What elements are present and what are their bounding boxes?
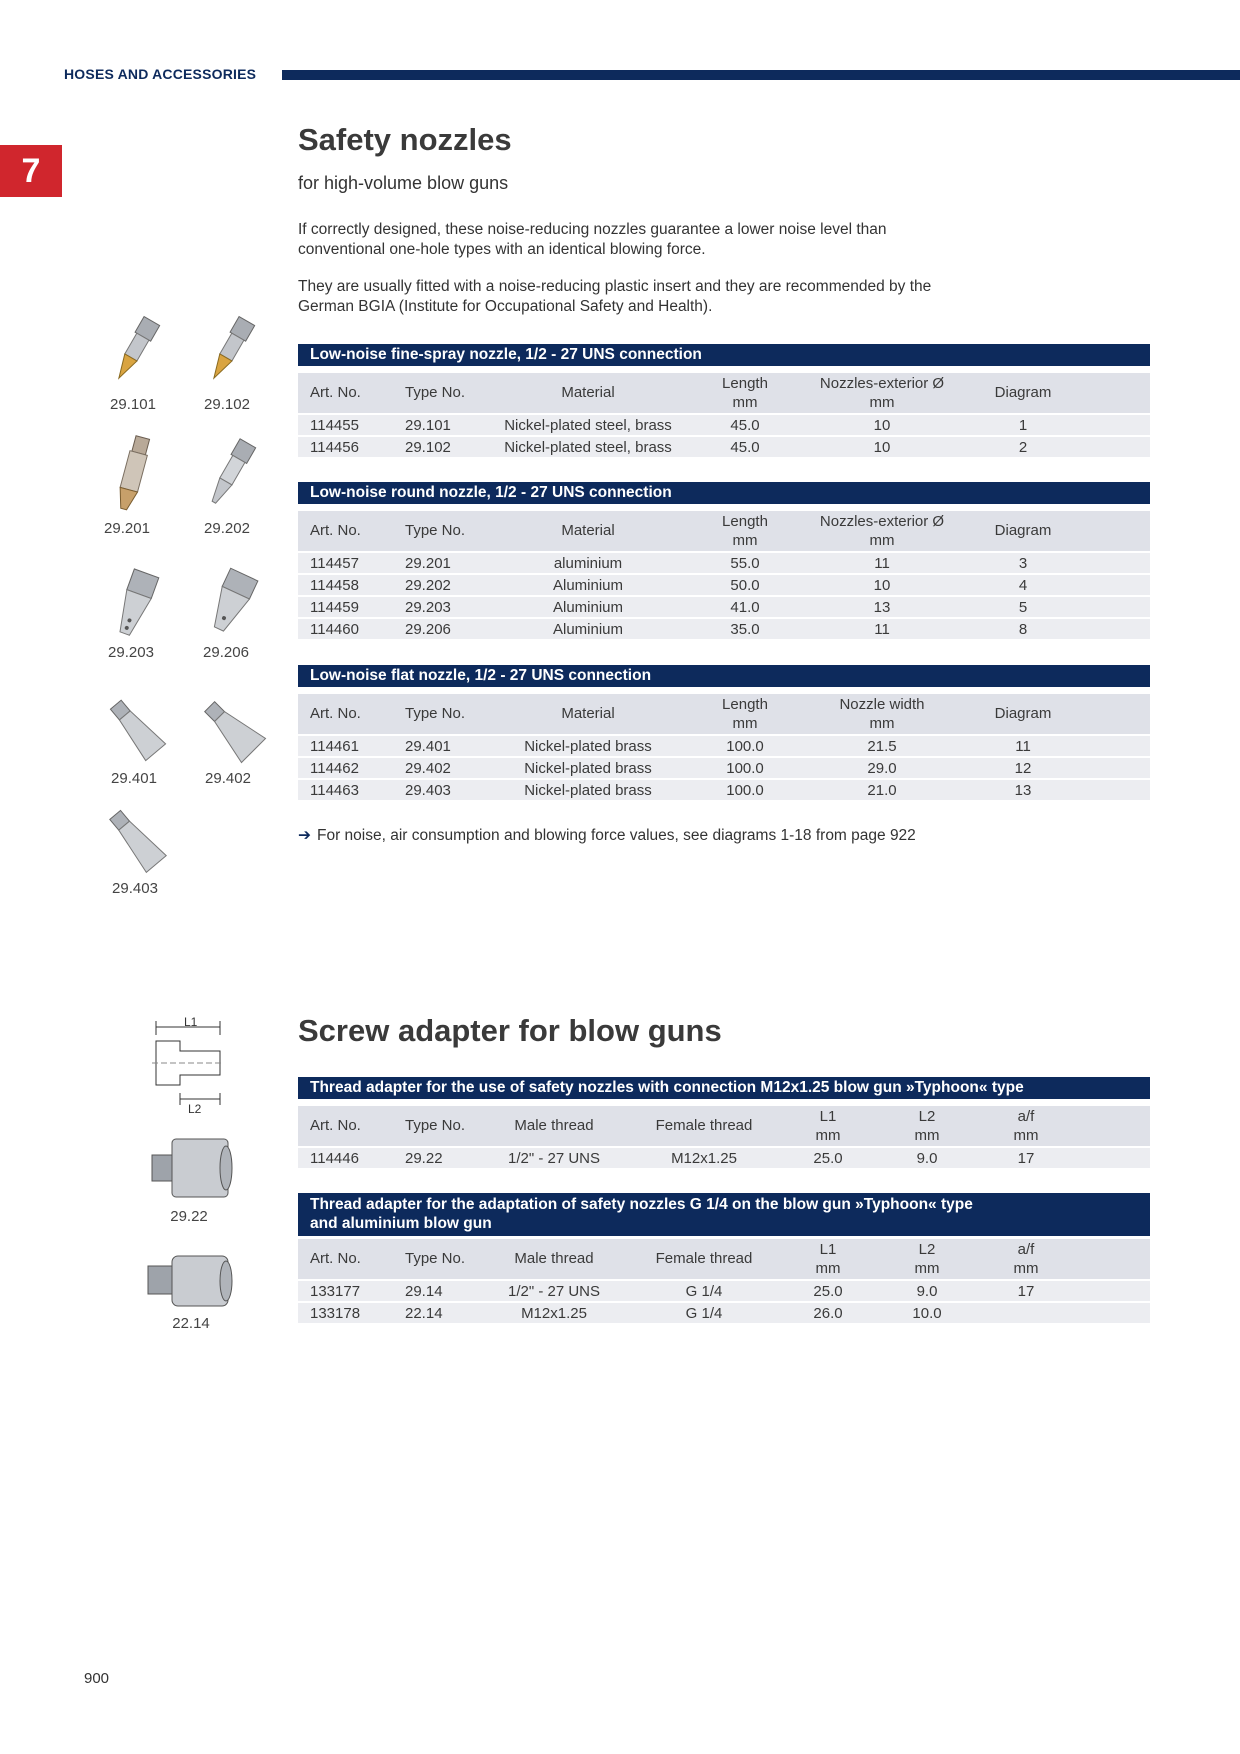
header-art-no: Art. No. xyxy=(310,1250,361,1267)
header-material: Material xyxy=(561,384,615,401)
page-title: Safety nozzles xyxy=(298,122,512,157)
cell-type-no: 29.203 xyxy=(405,599,451,616)
nozzle-29-101-image xyxy=(98,310,170,390)
cell-diagram: 1 xyxy=(1018,417,1028,434)
cell-art-no: 114446 xyxy=(310,1150,359,1167)
table-row xyxy=(298,780,1150,800)
cell-length: 100.0 xyxy=(726,738,764,755)
note-text: For noise, air consumption and blowing force values, see diagrams 1-18 from page 922 xyxy=(317,827,916,844)
round-nozzle-table xyxy=(298,482,1150,639)
cell-diagram: 13 xyxy=(1014,782,1032,799)
header-length: Length mm xyxy=(722,375,768,411)
nozzle-caption: 29.102 xyxy=(204,396,250,413)
header-art-no: Art. No. xyxy=(310,705,361,722)
diagram-reference-note xyxy=(298,826,916,845)
header-af: a/f mm xyxy=(1013,1108,1039,1144)
cell-material: Aluminium xyxy=(552,621,624,638)
cell-l2: 9.0 xyxy=(916,1283,938,1300)
cell-art-no: 114459 xyxy=(310,599,359,616)
cell-material: Aluminium xyxy=(552,577,624,594)
cell-art-no: 114458 xyxy=(310,577,359,594)
cell-material: Nickel-plated brass xyxy=(524,738,652,755)
header-female-thread: Female thread xyxy=(655,1117,753,1134)
cell-art-no: 114456 xyxy=(310,439,359,456)
cell-type-no: 29.201 xyxy=(405,555,451,572)
cell-length: 45.0 xyxy=(730,417,760,434)
nozzle-caption: 29.401 xyxy=(111,770,157,787)
adapter-22-14-image xyxy=(144,1250,236,1312)
cell-art-no: 133178 xyxy=(310,1305,361,1322)
cell-length: 41.0 xyxy=(730,599,760,616)
table-header xyxy=(298,1106,1150,1146)
table-title: Low-noise fine-spray nozzle, 1/2 - 27 UNS connection xyxy=(298,344,1150,366)
table-title: Thread adapter for the adaptation of safety nozzles G 1/4 on the blow gun »Typhoon« type and aluminium blow gun xyxy=(298,1193,1150,1236)
cell-art-no: 114462 xyxy=(310,760,359,777)
cell-exterior-diameter: 13 xyxy=(873,599,891,616)
cell-type-no: 29.101 xyxy=(405,417,451,434)
cell-type-no: 29.401 xyxy=(405,738,451,755)
cell-exterior-diameter: 11 xyxy=(874,555,890,572)
nozzle-29-202-image xyxy=(193,432,265,516)
table-header xyxy=(298,1239,1150,1279)
cell-art-no: 114455 xyxy=(310,417,359,434)
table-row xyxy=(298,1148,1150,1168)
cell-type-no: 29.102 xyxy=(405,439,451,456)
cell-exterior-diameter: 10 xyxy=(873,577,891,594)
cell-l1: 26.0 xyxy=(813,1305,843,1322)
arrow-right-icon: ➔ xyxy=(298,827,311,844)
cell-female-thread: M12x1.25 xyxy=(671,1150,737,1167)
cell-male-thread: 1/2" - 27 UNS xyxy=(507,1150,601,1167)
cell-art-no: 114460 xyxy=(310,621,359,638)
header-type-no: Type No. xyxy=(405,1250,466,1267)
header-length: Length mm xyxy=(722,696,768,732)
nozzle-caption: 29.402 xyxy=(205,770,251,787)
cell-l2: 10.0 xyxy=(912,1305,942,1322)
cell-af: 17 xyxy=(1017,1150,1035,1167)
cell-material: Nickel-plated brass xyxy=(524,782,652,799)
cell-diagram: 4 xyxy=(1018,577,1028,594)
table-row xyxy=(298,553,1150,573)
cell-exterior-diameter: 11 xyxy=(874,621,890,638)
fine-spray-table xyxy=(298,344,1150,457)
header-art-no: Art. No. xyxy=(310,384,361,401)
flat-nozzle-table xyxy=(298,665,1150,800)
table-row xyxy=(298,1303,1150,1323)
nozzle-caption: 29.201 xyxy=(104,520,150,537)
cell-art-no: 114463 xyxy=(310,782,359,799)
adapter-29-22-image xyxy=(148,1133,234,1203)
header-bar xyxy=(282,70,1240,80)
header-material: Material xyxy=(561,705,615,722)
cell-diagram: 12 xyxy=(1014,760,1032,777)
nozzle-caption: 29.202 xyxy=(204,520,250,537)
l2-label: L2 xyxy=(188,1102,202,1115)
header-female-thread: Female thread xyxy=(655,1250,753,1267)
cell-type-no: 29.206 xyxy=(405,621,451,638)
cell-diagram: 8 xyxy=(1018,621,1028,638)
nozzle-29-201-image xyxy=(96,432,168,516)
header-type-no: Type No. xyxy=(405,384,466,401)
adapter-caption: 29.22 xyxy=(170,1208,208,1225)
nozzle-caption: 29.206 xyxy=(203,644,249,661)
adapter-dimension-drawing xyxy=(148,1015,228,1115)
nozzle-29-102-image xyxy=(193,310,265,390)
cell-length: 100.0 xyxy=(726,760,764,777)
table-row xyxy=(298,1281,1150,1301)
cell-male-thread: 1/2" - 27 UNS xyxy=(507,1283,601,1300)
header-male-thread: Male thread xyxy=(514,1250,594,1267)
adapter-g14-table xyxy=(298,1193,1150,1323)
cell-material: Nickel-plated steel, brass xyxy=(504,439,672,456)
header-diagram: Diagram xyxy=(994,705,1052,722)
cell-type-no: 29.403 xyxy=(405,782,451,799)
nozzle-caption: 29.403 xyxy=(112,880,158,897)
cell-length: 50.0 xyxy=(730,577,760,594)
cell-material: Aluminium xyxy=(552,599,624,616)
header-exterior-diameter: Nozzles-exterior Ø mm xyxy=(819,513,945,549)
cell-exterior-diameter: 10 xyxy=(873,417,891,434)
header-male-thread: Male thread xyxy=(514,1117,594,1134)
table-row xyxy=(298,597,1150,617)
adapter-section-title: Screw adapter for blow guns xyxy=(298,1013,722,1048)
cell-af: 17 xyxy=(1017,1283,1035,1300)
cell-exterior-diameter: 10 xyxy=(873,439,891,456)
table-title: Low-noise flat nozzle, 1/2 - 27 UNS connection xyxy=(298,665,1150,687)
table-row xyxy=(298,575,1150,595)
header-af: a/f mm xyxy=(1013,1241,1039,1277)
table-row xyxy=(298,758,1150,778)
header-l1: L1 mm xyxy=(815,1108,841,1144)
cell-type-no: 29.14 xyxy=(405,1283,443,1300)
nozzle-29-206-image xyxy=(193,565,265,645)
nozzle-29-403-image xyxy=(100,805,174,877)
section-label: HOSES AND ACCESSORIES xyxy=(64,66,257,82)
nozzle-29-401-image xyxy=(100,695,174,765)
cell-type-no: 22.14 xyxy=(405,1305,443,1322)
nozzle-29-402-image xyxy=(196,695,270,765)
cell-nozzle-width: 21.0 xyxy=(867,782,897,799)
table-row xyxy=(298,415,1150,435)
cell-type-no: 29.22 xyxy=(405,1150,443,1167)
nozzle-29-203-image xyxy=(98,565,170,645)
page-number: 900 xyxy=(84,1670,110,1687)
chapter-tab: 7 xyxy=(0,145,62,197)
cell-nozzle-width: 21.5 xyxy=(867,738,897,755)
table-header xyxy=(298,511,1150,551)
table-title: Low-noise round nozzle, 1/2 - 27 UNS connection xyxy=(298,482,1150,504)
cell-l1: 25.0 xyxy=(813,1150,843,1167)
header-art-no: Art. No. xyxy=(310,522,361,539)
table-row xyxy=(298,619,1150,639)
table-title: Thread adapter for the use of safety nozzles with connection M12x1.25 blow gun »Typhoon« type xyxy=(298,1077,1150,1099)
header-type-no: Type No. xyxy=(405,705,466,722)
cell-art-no: 114457 xyxy=(310,555,359,572)
table-header xyxy=(298,694,1150,734)
cell-length: 100.0 xyxy=(726,782,764,799)
cell-diagram: 2 xyxy=(1018,439,1028,456)
cell-l1: 25.0 xyxy=(813,1283,843,1300)
header-exterior-diameter: Nozzles-exterior Ø mm xyxy=(819,375,945,411)
header-l1: L1 mm xyxy=(815,1241,841,1277)
adapter-typhoon-table xyxy=(298,1077,1150,1168)
adapter-caption: 22.14 xyxy=(172,1315,210,1332)
cell-material: Nickel-plated brass xyxy=(524,760,652,777)
cell-nozzle-width: 29.0 xyxy=(867,760,897,777)
header-type-no: Type No. xyxy=(405,522,466,539)
header-material: Material xyxy=(561,522,615,539)
table-row xyxy=(298,437,1150,457)
header-art-no: Art. No. xyxy=(310,1117,361,1134)
l1-label: L1 xyxy=(184,1015,198,1029)
cell-male-thread: M12x1.25 xyxy=(521,1305,587,1322)
table-header xyxy=(298,373,1150,413)
header-type-no: Type No. xyxy=(405,1117,466,1134)
header-diagram: Diagram xyxy=(994,384,1052,401)
nozzle-caption: 29.101 xyxy=(110,396,156,413)
header-l2: L2 mm xyxy=(914,1241,940,1277)
recommendation-paragraph: They are usually fitted with a noise-reducing plastic insert and they are recommended by the German BGIA (Institute for Occupational Safety and Health). xyxy=(298,278,932,315)
header-nozzle-width: Nozzle width mm xyxy=(839,696,925,732)
nozzle-caption: 29.203 xyxy=(108,644,154,661)
cell-diagram: 3 xyxy=(1018,555,1028,572)
cell-type-no: 29.402 xyxy=(405,760,451,777)
page-subtitle: for high-volume blow guns xyxy=(298,173,509,193)
cell-material: Nickel-plated steel, brass xyxy=(504,417,672,434)
cell-diagram: 5 xyxy=(1018,599,1028,616)
cell-length: 45.0 xyxy=(730,439,760,456)
header-l2: L2 mm xyxy=(914,1108,940,1144)
cell-type-no: 29.202 xyxy=(405,577,451,594)
cell-art-no: 133177 xyxy=(310,1283,361,1300)
table-row xyxy=(298,736,1150,756)
cell-art-no: 114461 xyxy=(310,738,359,755)
header-diagram: Diagram xyxy=(994,522,1052,539)
cell-female-thread: G 1/4 xyxy=(685,1283,723,1300)
cell-l2: 9.0 xyxy=(916,1150,938,1167)
intro-paragraph: If correctly designed, these noise-reducing nozzles guarantee a lower noise level than conventional one-hole types with an identical blowing force. xyxy=(298,221,887,258)
header-length: Length mm xyxy=(722,513,768,549)
cell-material: aluminium xyxy=(553,555,623,572)
cell-diagram: 11 xyxy=(1015,738,1031,755)
cell-female-thread: G 1/4 xyxy=(685,1305,723,1322)
cell-length: 55.0 xyxy=(730,555,760,572)
cell-length: 35.0 xyxy=(730,621,760,638)
